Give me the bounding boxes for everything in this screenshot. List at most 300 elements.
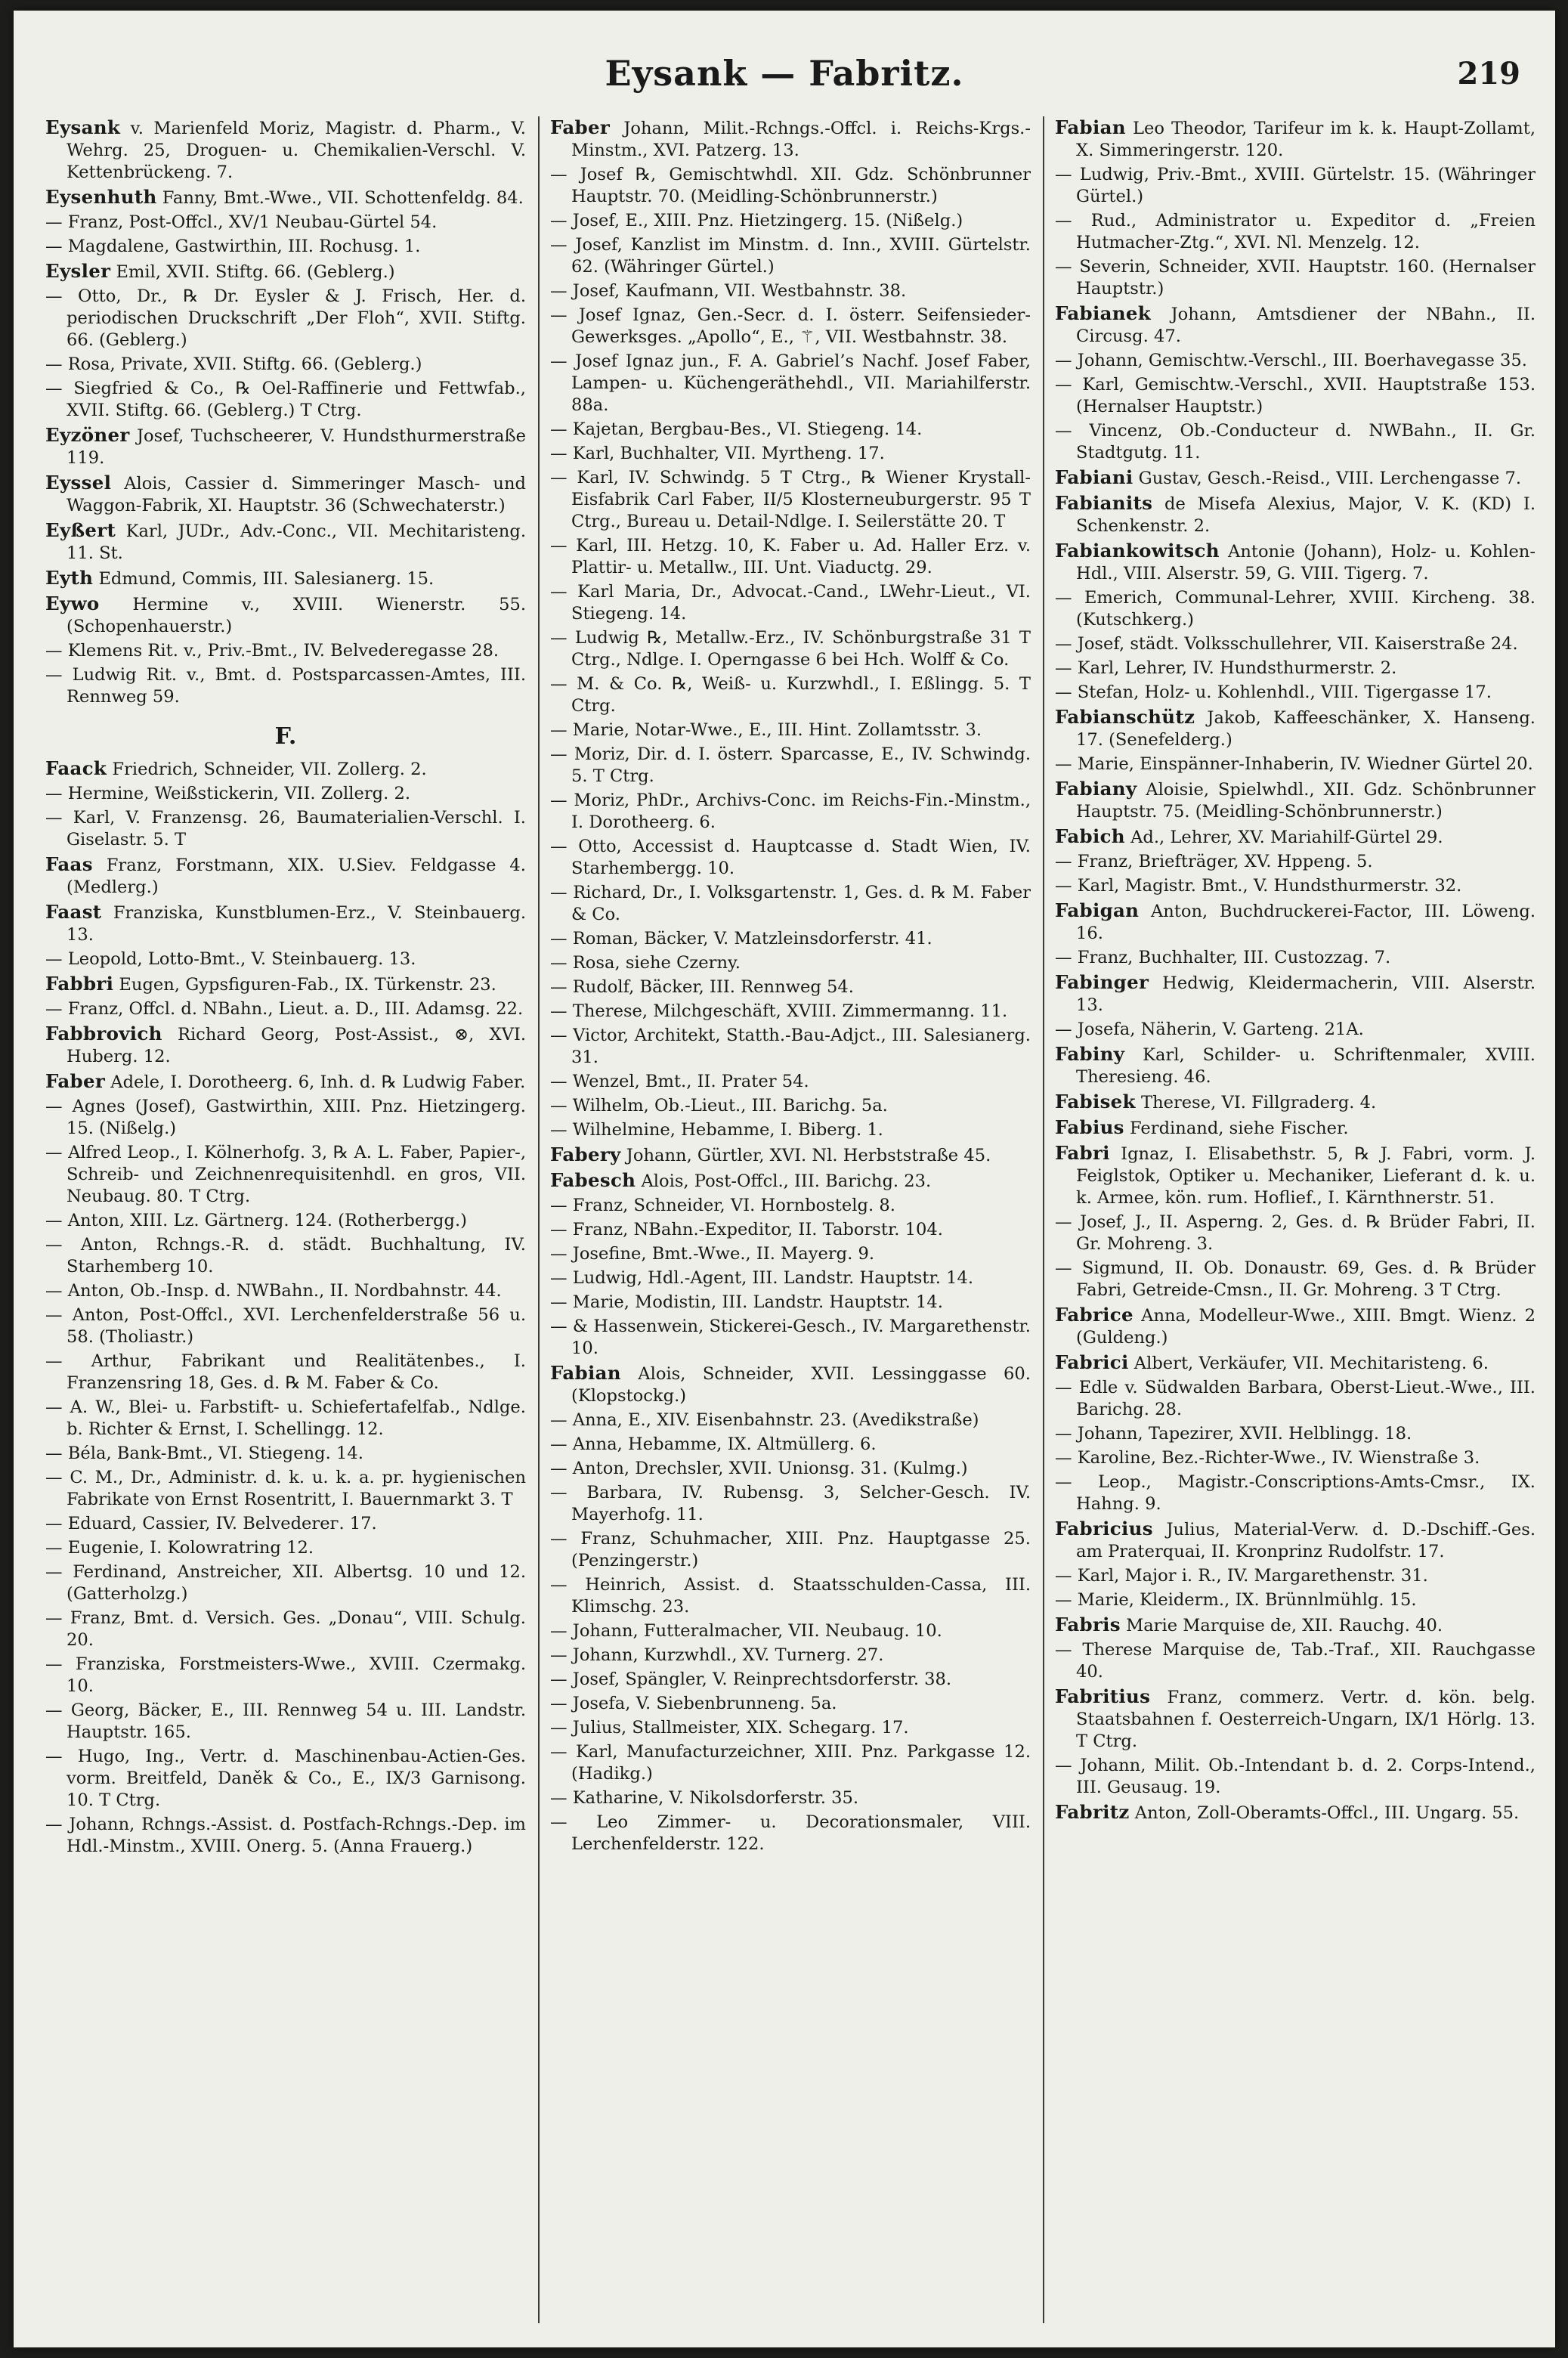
entry-surname: Eyth [45, 567, 94, 589]
entry-text: — Siegfried & Co., ℞ Oel-Raffinerie und Fettwfab., XVII. Stiftg. 66. (Geblerg.) T Ctrg. [45, 379, 526, 420]
directory-entry [45, 1234, 526, 1278]
directory-entry [1055, 1639, 1536, 1683]
directory-entry [550, 1528, 1031, 1572]
directory-entry [45, 593, 526, 638]
column-divider [1043, 116, 1044, 2323]
entry-text: Josef, Tuchscheerer, V. Hundsthurmerstraße 119. [66, 426, 526, 468]
directory-entry [1055, 302, 1536, 348]
entry-surname: Fabinger [1055, 971, 1149, 993]
entry-text: — Rosa, siehe Czerny. [550, 953, 741, 973]
directory-entry [550, 1169, 1031, 1193]
directory-entry [550, 1292, 1031, 1314]
entry-text: — Anton, Ob.-Insp. d. NWBahn., II. Nordbahnstr. 44. [45, 1281, 502, 1301]
entry-text: — Josefine, Bmt.-Wwe., II. Mayerg. 9. [550, 1244, 875, 1264]
directory-entry [1055, 1518, 1536, 1563]
directory-entry [1055, 1258, 1536, 1301]
entry-surname: Fabiany [1055, 778, 1137, 800]
entry-surname: Fabiani [1055, 466, 1133, 488]
entry-text: — Otto, Dr., ℞ Dr. Eysler & J. Frisch, Her. d. periodischen Druckschrift „Der Floh“, XVII. Stiftg. 66. (Geblerg.) [45, 286, 526, 350]
directory-entry [550, 744, 1031, 788]
directory-entry [1055, 1755, 1536, 1799]
directory-entry [550, 280, 1031, 302]
entry-surname: Fabianits [1055, 492, 1153, 514]
directory-entry [1055, 706, 1536, 751]
entry-text: — Roman, Bäcker, V. Matzleinsdorferstr. 41. [550, 929, 932, 948]
directory-entry [550, 1645, 1031, 1666]
entry-text: — Ludwig Rit. v., Bmt. d. Postsparcassen-Amtes, III. Rennweg 59. [45, 665, 526, 707]
entry-text: Franz, Forstmann, XIX. U.Siev. Feldgasse 4. (Medlerg.) [66, 856, 526, 897]
directory-entry [550, 1001, 1031, 1023]
directory-entry [45, 116, 526, 184]
entry-surname: Fabesch [550, 1169, 636, 1191]
directory-entry [550, 234, 1031, 278]
entry-text: Hedwig, Kleidermacherin, VIII. Alserstr. 13. [1076, 973, 1536, 1015]
entry-text: — Josef, J., II. Asperng. 2, Ges. d. ℞ Brüder Fabri, II. Gr. Mohreng. 3. [1055, 1212, 1536, 1254]
directory-entry [45, 807, 526, 851]
directory-entry [45, 1537, 526, 1559]
column-1 [45, 116, 526, 2331]
entry-text: Hermine v., XVIII. Wienerstr. 55. (Schopenhauerstr.) [66, 595, 526, 636]
entry-text: — Marie, Einspänner-Inhaberin, IV. Wiedner Gürtel 20. [1055, 754, 1533, 774]
directory-entry [1055, 1589, 1536, 1611]
entry-text: — Magdalene, Gastwirthin, III. Rochusg. 1. [45, 237, 421, 256]
entry-surname: Fabbri [45, 973, 114, 995]
entry-text: — Karl, Gemischtw.-Verschl., XVII. Hauptstraße 153. (Hernalser Hauptstr.) [1055, 375, 1536, 416]
entry-text: — Franz, Post-Offcl., XV/1 Neubau-Gürtel 54. [45, 212, 438, 232]
directory-entry [1055, 851, 1536, 873]
directory-entry [1055, 256, 1536, 300]
entry-text: — Josefa, V. Siebenbrunneng. 5a. [550, 1694, 837, 1713]
column-3 [1055, 116, 1536, 2331]
entry-text: — Anton, XIII. Lz. Gärtnerg. 124. (Rotherbergg.) [45, 1211, 467, 1230]
directory-entry [550, 836, 1031, 880]
entry-text: — Edle v. Südwalden Barbara, Oberst-Lieut.-Wwe., III. Barichg. 28. [1055, 1378, 1536, 1419]
entry-text: — M. & Co. ℞, Weiß- u. Kurzwhdl., I. Eßlingg. 5. T Ctrg. [550, 674, 1031, 716]
entry-surname: Fabritz [1055, 1801, 1130, 1823]
entry-surname: Faack [45, 757, 107, 779]
directory-entry [45, 1608, 526, 1651]
entry-text: — Kajetan, Bergbau-Bes., VI. Stiegeng. 14. [550, 419, 923, 439]
entry-text: — Josef, Kaufmann, VII. Westbahnstr. 38. [550, 281, 907, 301]
directory-entry [45, 1443, 526, 1465]
entry-text: Alois, Post-Offcl., III. Barichg. 23. [641, 1171, 932, 1191]
directory-entry [550, 1787, 1031, 1809]
entry-text: — Karl, Manufacturzeichner, XIII. Pnz. Parkgasse 12. (Hadikg.) [550, 1742, 1031, 1784]
directory-entry [550, 673, 1031, 717]
entry-text: — Georg, Bäcker, E., III. Rennweg 54 u. III. Landstr. Hauptstr. 165. [45, 1700, 526, 1742]
entry-surname: Fabbrovich [45, 1023, 162, 1044]
entry-text: — Anton, Rchngs.-R. d. städt. Buchhaltung, IV. Starhemberg 10. [45, 1235, 526, 1276]
directory-entry [45, 1023, 526, 1068]
entry-text: — Ludwig, Priv.-Bmt., XVIII. Gürtelstr. 15. (Währinger Gürtel.) [1055, 165, 1536, 206]
directory-entry [550, 1316, 1031, 1360]
directory-entry [1055, 633, 1536, 655]
column-divider [538, 116, 540, 2323]
entry-text: — Josef Ignaz, Gen.-Secr. d. I. österr. Seifensieder-Gewerksges. „Apollo“, E., ⚚, VII. Westbahnstr. 38. [550, 305, 1031, 347]
directory-entry [1055, 899, 1536, 945]
entry-text: — Eduard, Cassier, IV. Belvederег. 17. [45, 1514, 377, 1533]
directory-entry [1055, 1304, 1536, 1349]
entry-text: — Josef, städt. Volksschullehrer, VII. Kaiserstraße 24. [1055, 634, 1518, 654]
entry-surname: Fabricius [1055, 1518, 1153, 1540]
directory-entry [1055, 1043, 1536, 1088]
directory-entry [1055, 1091, 1536, 1114]
directory-entry [45, 1351, 526, 1394]
directory-entry [550, 1362, 1031, 1407]
entry-text: — Leop., Magistr.-Conscriptions-Amts-Cmsr., IX. Hahng. 9. [1055, 1472, 1536, 1514]
directory-entry [550, 882, 1031, 926]
entry-text: — Karl, Major i. R., IV. Margarethenstr. 31. [1055, 1566, 1428, 1586]
entry-text: de Misefa Alexius, Major, V. K. (KD) I. Schenkenstr. 2. [1076, 494, 1536, 536]
entry-text: — Karl, IV. Schwindg. 5 T Ctrg., ℞ Wiener Krystall-Eisfabrik Carl Faber, II/5 Klosterneuburgerstr. 95 T Ctrg., Bureau u. Detail-Ndlge. I. Seilerstätte 20. T [550, 468, 1031, 531]
directory-entry [45, 1513, 526, 1535]
entry-text: — Johann, Gemischtw.-Verschl., III. Boerhavegasse 35. [1055, 351, 1527, 370]
entry-text: — Vincenz, Ob.-Conducteur d. NWBahn., II. Gr. Stadtgutg. 11. [1055, 421, 1536, 463]
directory-entry [45, 1746, 526, 1812]
directory-entry [1055, 1116, 1536, 1140]
running-head: Eysank — Fabritz. [605, 53, 964, 94]
directory-entry [550, 1095, 1031, 1117]
entry-text: — Barbara, IV. Rubensg. 3, Selcher-Gesch. IV. Mayerhofg. 11. [550, 1483, 1031, 1524]
entry-text: — Heinrich, Assist. d. Staatsschulden-Cassa, III. Klimschg. 23. [550, 1575, 1031, 1617]
directory-entry [550, 1267, 1031, 1289]
directory-entry [550, 1410, 1031, 1431]
entry-text: — Karl, Buchhalter, VII. Myrtheng. 17. [550, 444, 885, 463]
entry-text: — Victor, Architekt, Statth.-Bau-Adjct., III. Salesianerg. 31. [550, 1026, 1031, 1067]
entry-surname: Faas [45, 853, 93, 875]
entry-text: Franz, commerz. Vertr. d. kön. belg. Staatsbahnen f. Oesterreich-Ungarn, IX/1 Hörlg. 13. T Ctrg. [1076, 1688, 1536, 1751]
directory-page [14, 11, 1555, 2347]
directory-entry [1055, 1142, 1536, 1209]
entry-text: — Sigmund, II. Ob. Donaustr. 69, Ges. d. ℞ Brüder Fabri, Getreide-Cmsn., II. Gr. Mohreng. 3 T Ctrg. [1055, 1258, 1536, 1300]
directory-entry [45, 1142, 526, 1208]
directory-entry [550, 1243, 1031, 1265]
directory-entry [550, 1812, 1031, 1855]
entry-text: — Josef Ignaz jun., F. A. Gabriel’s Nachf. Josef Faber, Lampen- u. Küchengeräthehdl., VII. Mariahilferstr. 88a. [550, 351, 1031, 415]
entry-text: — Karoline, Bez.-Richter-Wwe., IV. Wienstraße 3. [1055, 1448, 1480, 1468]
directory-entry [1055, 492, 1536, 537]
entry-text: — Wilhelm, Ob.-Lieut., III. Barichg. 5a. [550, 1096, 888, 1116]
entry-text: — Franz, Buchhalter, III. Custozzag. 7. [1055, 948, 1391, 967]
directory-entry [45, 1096, 526, 1140]
entry-text: Franziska, Kunstblumen-Erz., V. Steinbauerg. 13. [66, 903, 526, 945]
entry-surname: Eyssel [45, 472, 112, 494]
entry-surname: Eyßert [45, 519, 116, 541]
entry-text: — Josef, Kanzlist im Minstm. d. Inn., XVIII. Gürtelstr. 62. (Währinger Gürtel.) [550, 235, 1031, 277]
directory-entry [550, 1741, 1031, 1785]
directory-entry [1055, 420, 1536, 464]
entry-text: Emil, XVII. Stiftg. 66. (Geblerg.) [116, 262, 395, 282]
directory-entry [1055, 1423, 1536, 1445]
entry-text: — Karl, III. Hetzg. 10, K. Faber u. Ad. Haller Erz. v. Plattir- u. Metallw., III. Unt. Viaductg. 29. [550, 536, 1031, 577]
entry-text: Alois, Schneider, XVII. Lessinggasse 60. (Klopstockg.) [571, 1364, 1031, 1406]
entry-surname: Faber [550, 116, 611, 138]
directory-entry [1055, 754, 1536, 775]
directory-entry [550, 305, 1031, 348]
directory-entry [550, 952, 1031, 974]
entry-text: — Josefa, Näherin, V. Garteng. 21A. [1055, 1020, 1364, 1039]
entry-text: Johann, Gürtler, XVI. Nl. Herbststraße 45. [626, 1146, 991, 1165]
entry-surname: Fabius [1055, 1116, 1124, 1138]
entry-text: — Franz, Offcl. d. NBahn., Lieut. a. D., III. Adamsg. 22. [45, 999, 524, 1019]
entry-text: Karl, JUDr., Adv.-Conc., VII. Mechitaristeng. 11. St. [66, 521, 526, 563]
directory-entry [550, 1195, 1031, 1217]
entry-text: — Julius, Stallmeister, XIX. Schegarg. 17. [550, 1718, 909, 1738]
entry-text: — Severin, Schneider, XVII. Hauptstr. 160. (Hernalser Hauptstr.) [1055, 257, 1536, 299]
entry-text: — Anna, E., XIV. Eisenbahnstr. 23. (Avedikstraße) [550, 1410, 979, 1430]
entry-text: Adele, I. Dorotheerg. 6, Inh. d. ℞ Ludwig Faber. [110, 1072, 526, 1092]
entry-text: Eugen, Gypsfiguren-Fab., IX. Türkenstr. 23. [119, 975, 496, 995]
directory-entry [1055, 1685, 1536, 1753]
directory-entry [1055, 350, 1536, 372]
entry-text: — Franz, Briefträger, XV. Hppeng. 5. [1055, 852, 1373, 871]
directory-entry [1055, 825, 1536, 849]
directory-entry [45, 1814, 526, 1858]
entry-text: — Franz, Bmt. d. Versich. Ges. „Donau“, VIII. Schulg. 20. [45, 1608, 526, 1650]
entry-text: Julius, Material-Verw. d. D.-Dschiff.-Ges. am Praterquai, II. Kronprinz Rudolfstr. 17. [1076, 1520, 1536, 1561]
directory-entry [1055, 1614, 1536, 1637]
directory-entry [45, 236, 526, 258]
directory-entry [1055, 778, 1536, 823]
entry-text: — Karl, V. Franzensg. 26, Baumaterialien-Verschl. I. Giselastr. 5. T [45, 808, 526, 849]
directory-entry [550, 443, 1031, 465]
entry-text: — Emerich, Communal-Lehrer, XVIII. Kircheng. 38. (Kutschkerg.) [1055, 588, 1536, 630]
entry-text: — Therese Marquise de, Tab.-Traf., XII. Rauchgasse 40. [1055, 1640, 1536, 1682]
entry-text: — Rud., Administrator u. Expeditor d. „Freien Hutmacher-Ztg.“, XVI. Nl. Menzelg. 12. [1055, 211, 1536, 252]
entry-surname: Fabri [1055, 1142, 1110, 1164]
directory-entry [1055, 1211, 1536, 1255]
entry-text: — Karl, Magistr. Bmt., V. Hundsthurmerstr. 32. [1055, 876, 1462, 896]
entry-surname: Fabich [1055, 825, 1125, 847]
directory-entry [550, 1482, 1031, 1526]
directory-entry [550, 1669, 1031, 1691]
page-number: 219 [1457, 56, 1520, 91]
entry-text: Anna, Modelleur-Wwe., XIII. Bmgt. Wienz. 2 (Guldeng.) [1076, 1306, 1536, 1348]
entry-text: Ad., Lehrer, XV. Mariahilf-Gürtel 29. [1130, 828, 1443, 847]
directory-entry [550, 719, 1031, 741]
entry-text: — Moriz, Dir. d. I. österr. Sparcasse, E., IV. Schwindg. 5. T Ctrg. [550, 744, 1031, 786]
directory-entry [550, 1458, 1031, 1480]
directory-entry [550, 581, 1031, 625]
directory-entry [1055, 540, 1536, 585]
directory-entry [550, 1119, 1031, 1141]
entry-text: — Arthur, Fabrikant und Realitätenbes., I. Franzensring 18, Ges. d. ℞ M. Faber & Co. [45, 1351, 526, 1393]
directory-entry [550, 1219, 1031, 1241]
directory-entry [550, 627, 1031, 671]
directory-entry [45, 1700, 526, 1744]
entry-text: Marie Marquise de, XII. Rauchg. 40. [1126, 1616, 1443, 1635]
entry-text: — Alfred Leop., I. Kölnerhofg. 3, ℞ A. L. Faber, Papier-, Schreib- und Zeichnenrequisitenhdl. en gros, VII. Neubaug. 80. T Ctrg. [45, 1143, 526, 1206]
directory-entry [45, 1467, 526, 1511]
entry-surname: Fabrici [1055, 1351, 1129, 1373]
directory-entry [550, 790, 1031, 834]
entry-surname: Fabian [1055, 116, 1126, 138]
directory-entry [45, 948, 526, 970]
entry-surname: Fabery [550, 1143, 621, 1165]
entry-text: Aloisie, Spielwhdl., XII. Gdz. Schönbrunner Hauptstr. 75. (Meidling-Schönbrunnerstr.) [1076, 780, 1536, 822]
directory-entry [550, 535, 1031, 579]
entry-text: — Johann, Kurzwhdl., XV. Turnerg. 27. [550, 1645, 884, 1665]
directory-entry [550, 1071, 1031, 1093]
directory-entry [45, 260, 526, 283]
entry-text: Johann, Amtsdiener der NBahn., II. Circusg. 47. [1076, 305, 1536, 346]
entry-surname: Eysenhuth [45, 186, 157, 208]
entry-text: — Otto, Accessist d. Hauptcasse d. Stadt Wien, IV. Starhembergg. 10. [550, 837, 1031, 878]
directory-entry [45, 1210, 526, 1232]
entry-text: — Karl Maria, Dr., Advocat.-Cand., LWehr-Lieut., VI. Stiegeng. 14. [550, 582, 1031, 624]
entry-text: Friedrich, Schneider, VII. Zollerg. 2. [112, 760, 427, 779]
entry-text: — Ludwig, Hdl.-Agent, III. Landstr. Hauptstr. 14. [550, 1268, 974, 1288]
entry-text: — Richard, Dr., I. Volksgartenstr. 1, Ges. d. ℞ M. Faber & Co. [550, 883, 1031, 924]
directory-entry [45, 286, 526, 351]
entry-text: — Karl, Lehrer, IV. Hundsthurmerstr. 2. [1055, 658, 1397, 678]
entry-text: — Wilhelmine, Hebamme, I. Biberg. 1. [550, 1120, 883, 1140]
entry-text: v. Marienfeld Moriz, Magistr. d. Pharm., V. Wehrg. 25, Droguen- u. Chemikalien-Verschl. V. Kettenbrückeng. 7. [66, 119, 526, 182]
directory-entry [45, 901, 526, 946]
entry-surname: Fabiankowitsch [1055, 540, 1220, 562]
directory-entry [1055, 210, 1536, 254]
entry-text: Antonie (Johann), Holz- u. Kohlen-Hdl., VIII. Alserstr. 59, G. VIII. Tigerg. 7. [1076, 542, 1536, 583]
directory-entry [45, 1654, 526, 1697]
directory-entry [1055, 1377, 1536, 1421]
entry-text: Leo Theodor, Tarifeur im k. k. Haupt-Zollamt, X. Simmeringerstr. 120. [1076, 119, 1536, 160]
directory-entry [45, 757, 526, 781]
entry-text: — Johann, Tapezirer, XVII. Helblingg. 18. [1055, 1424, 1412, 1444]
directory-entry [45, 640, 526, 662]
column-2 [550, 116, 1031, 2331]
entry-text: — Wenzel, Bmt., II. Prater 54. [550, 1072, 809, 1091]
directory-entry [1055, 1447, 1536, 1469]
entry-text: Richard Georg, Post-Assist., ⊗, XVI. Huberg. 12. [66, 1025, 526, 1066]
entry-text: — Leo Zimmer- u. Decorationsmaler, VIII. Lerchenfelderstr. 122. [550, 1812, 1031, 1854]
directory-entry [45, 354, 526, 376]
entry-text: Gustav, Gesch.-Reisd., VIII. Lerchengasse 7. [1138, 469, 1522, 488]
entry-text: — Hugo, Ing., Vertr. d. Maschinenbau-Actien-Ges. vorm. Breitfeld, Daněk & Co., E., IX/3 Garnisong. 10. T Ctrg. [45, 1747, 526, 1810]
entry-surname: Faber [45, 1070, 106, 1092]
entry-text: — Hermine, Weißstickerin, VII. Zollerg. 2. [45, 784, 411, 803]
entry-text: Jakob, Kaffeeschänker, X. Hanseng. 17. (Senefelderg.) [1076, 708, 1536, 750]
directory-entry [1055, 947, 1536, 969]
directory-entry [45, 212, 526, 234]
directory-entry [1055, 875, 1536, 897]
entry-text: — Anna, Hebamme, IX. Altmüllerg. 6. [550, 1434, 877, 1454]
directory-entry [1055, 374, 1536, 418]
entry-text: — Marie, Notar-Wwe., E., III. Hint. Zollamtsstr. 3. [550, 720, 982, 740]
directory-entry [1055, 658, 1536, 679]
directory-entry [45, 519, 526, 565]
entry-surname: Fabris [1055, 1614, 1121, 1635]
directory-entry [45, 1304, 526, 1348]
entry-text: — Franz, Schuhmacher, XIII. Pnz. Hauptgasse 25. (Penzingerstr.) [550, 1529, 1031, 1570]
entry-text: — Marie, Kleiderm., IX. Brünnlmühlg. 15. [1055, 1590, 1417, 1610]
entry-text: — Johann, Rchngs.-Assist. d. Postfach-Rchngs.-Dep. im Hdl.-Minstm., XVIII. Onerg. 5. (Anna Frauerg.) [45, 1815, 526, 1856]
entry-text: Ferdinand, siehe Fischer. [1129, 1119, 1349, 1138]
entry-text: Karl, Schilder- u. Schriftenmaler, XVIII. Theresieng. 46. [1076, 1045, 1536, 1087]
entry-text: — Rudolf, Bäcker, III. Rennweg 54. [550, 977, 854, 997]
entry-text: Albert, Verkäufer, VII. Mechitaristeng. 6. [1133, 1354, 1489, 1373]
directory-entry [1055, 1019, 1536, 1041]
entry-text: — Anton, Post-Offcl., XVI. Lerchenfelderstraße 56 u. 58. (Tholiastr.) [45, 1305, 526, 1347]
directory-entry [1055, 1351, 1536, 1375]
entry-text: — Anton, Drechsler, XVII. Unionsg. 31. (Kulmg.) [550, 1459, 968, 1478]
entry-surname: Fabrice [1055, 1304, 1133, 1326]
directory-entry [550, 1574, 1031, 1618]
entry-text: — Marie, Modistin, III. Landstr. Hauptstr. 14. [550, 1292, 943, 1312]
entry-text: — Ferdinand, Anstreicher, XII. Albertsg. 10 und 12. (Gatterholzg.) [45, 1562, 526, 1604]
directory-entry [550, 976, 1031, 998]
entry-text: — Therese, Milchgeschäft, XVIII. Zimmermanng. 11. [550, 1001, 1008, 1021]
directory-entry [550, 1620, 1031, 1642]
entry-surname: Fabianschütz [1055, 706, 1195, 728]
directory-entry [550, 1025, 1031, 1069]
directory-entry [45, 664, 526, 708]
entry-surname: Eysler [45, 260, 111, 282]
entry-text: — A. W., Blei- u. Farbstift- u. Schiefertafelfab., Ndlge. b. Richter & Ernst, I. Schellingg. 12. [45, 1397, 526, 1439]
entry-text: — Moriz, PhDr., Archivs-Conc. im Reichs-Fin.-Minstm., I. Dorotheerg. 6. [550, 791, 1031, 832]
entry-text: Fanny, Bmt.-Wwe., VII. Schottenfeldg. 84. [162, 188, 524, 208]
entry-text: Therese, VI. Fillgraderg. 4. [1141, 1093, 1377, 1112]
entry-text: — Franziska, Forstmeisters-Wwe., XVIII. Czermakg. 10. [45, 1654, 526, 1696]
entry-text: Johann, Milit.-Rchngs.-Offcl. i. Reichs-Krgs.-Minstm., XVI. Patzerg. 13. [571, 119, 1031, 160]
entry-text: — Josef, Spängler, V. Reinprechtsdorferstr. 38. [550, 1669, 952, 1689]
directory-entry [1055, 116, 1536, 162]
entry-surname: Eysank [45, 116, 121, 138]
entry-surname: Fabiny [1055, 1043, 1125, 1065]
directory-entry [1055, 1471, 1536, 1515]
directory-entry [45, 998, 526, 1020]
entry-text: Anton, Buchdruckerei-Factor, III. Löweng. 16. [1076, 902, 1536, 943]
directory-entry [45, 783, 526, 805]
entry-surname: Fabianek [1055, 302, 1152, 324]
directory-entry [45, 378, 526, 422]
entry-text: — Klemens Rit. v., Priv.-Bmt., IV. Belvederegasse 28. [45, 641, 499, 661]
entry-text: — Ludwig ℞, Metallw.-Erz., IV. Schönburgstraße 31 T Ctrg., Ndlge. I. Operngasse 6 bei Hch. Wolff & Co. [550, 628, 1031, 670]
entry-surname: Fabigan [1055, 899, 1140, 921]
directory-entry [550, 210, 1031, 232]
directory-entry [45, 973, 526, 996]
directory-entry [1055, 587, 1536, 631]
directory-entry [550, 1434, 1031, 1456]
entry-surname: Fabisek [1055, 1091, 1136, 1112]
directory-entry [45, 853, 526, 899]
entry-text: — Béla, Bank-Bmt., VI. Stiegeng. 14. [45, 1444, 363, 1463]
entry-surname: Eyzöner [45, 424, 130, 446]
entry-surname: Faast [45, 901, 102, 923]
entry-text: — Josef ℞, Gemischtwhdl. XII. Gdz. Schönbrunner Hauptstr. 70. (Meidling-Schönbrunnerstr.) [550, 165, 1031, 206]
directory-entry [1055, 1565, 1536, 1587]
directory-entry [550, 164, 1031, 208]
entry-text: — Agnes (Josef), Gastwirthin, XIII. Pnz. Hietzingerg. 15. (Nißelg.) [45, 1097, 526, 1138]
directory-entry [45, 424, 526, 469]
entry-text: — Rosa, Private, XVII. Stiftg. 66. (Geblerg.) [45, 354, 422, 374]
entry-surname: Fabian [550, 1362, 621, 1384]
directory-entry [45, 186, 526, 209]
directory-entry [550, 1143, 1031, 1167]
entry-text: Anton, Zoll-Oberamts-Offcl., III. Ungarg. 55. [1134, 1803, 1520, 1823]
directory-entry [45, 472, 526, 517]
directory-entry [45, 1070, 526, 1094]
directory-entry [1055, 466, 1536, 490]
directory-entry [1055, 164, 1536, 208]
directory-entry [550, 116, 1031, 162]
directory-entry [550, 928, 1031, 950]
entry-text: — Stefan, Holz- u. Kohlenhdl., VIII. Tigergasse 17. [1055, 682, 1492, 702]
entry-text: — Eugenie, I. Kolowratring 12. [45, 1538, 314, 1558]
directory-entry [45, 567, 526, 590]
directory-entry [550, 1717, 1031, 1739]
entry-text: — Johann, Futteralmacher, VII. Neubaug. 10. [550, 1621, 942, 1641]
directory-entry [550, 467, 1031, 533]
